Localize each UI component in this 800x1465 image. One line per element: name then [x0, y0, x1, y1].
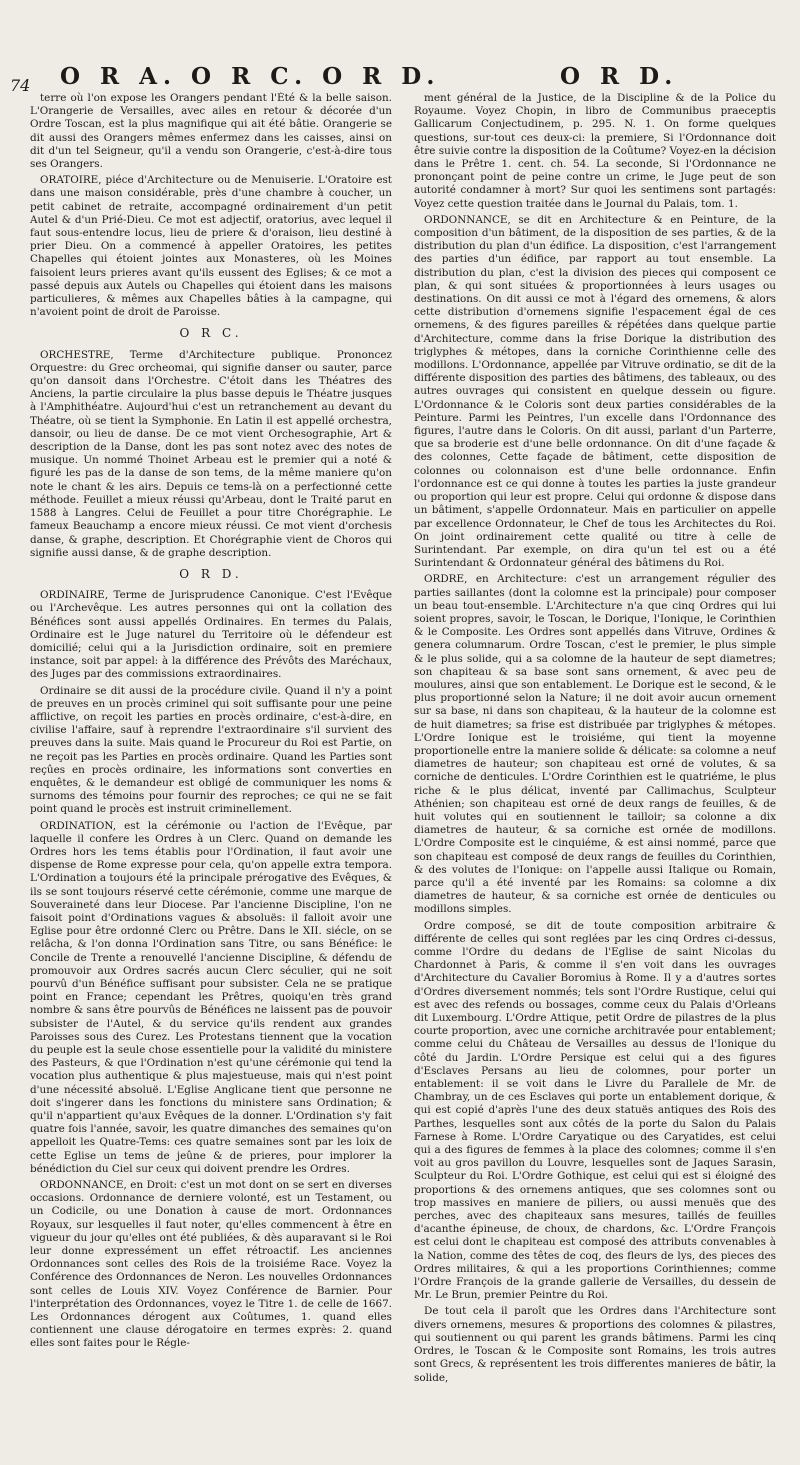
entry-ordination: ORDINATION, est la cérémonie ou l'action de l'Evêque, par laquelle il confere les Ordres à un Clerc. Quand on demande les Ordres hors les tems établis pour l'Ordination, il faut avoir une dispense de Rome expresse pour cela, qu'on appelle extra tempora. L'Ordination a toujours été la principale prérogative des Evêques, & ils se sont toujours réservé cette cérémonie, comme une marque de Souveraineté dans leur Diocese. Par l'ancienne Discipline, l'on ne faisoit point d'Ordinations vagues & absoluës: il falloit avoir une Eglise pour être ordonné Clerc ou Prêtre. Dans le XII. siécle, on se relâcha, & l'on donna l'Ordination sans Titre, ou sans Bénéfice: le Concile de Trente a renouvellé l'ancienne Discipline, & défendu de promouvoir aux Ordres sacrés aucun Clerc séculier, qui ne soit pourvû d'un Bénéfice suffisant pour subsister. Cela ne se pratique point en France; cependant les Prêtres, quoiqu'en très grand nombre & sans être pourvûs de Bénéfices ne laissent pas de pouvoir subsister de l'Autel, & du service qu'ils rendent aux grandes Paroisses sous des Curez. Les Protestans tiennent que la vocation du peuple est la seule chose essentielle pour la validité du ministere des Pasteurs, & que l'Ordination n'est qu'une cérémonie qui tend la vocation plus authentique & plus majestueuse, mais qui n'est point d'une nécessité absoluë. L'Eglise Anglicane tient que personne ne doit s'ingerer dans les fonctions du ministere sans Ordination; & qu'il n'appartient qu'aux Evêques de la donner. L'Ordination s'y fait quatre fois l'année, savoir, les quatre dimanches des semaines qu'on appelloit les Quatre-Tems: ces quatre semaines sont par les loix de cette Eglise un tems de jeûne & de prieres, pour implorer la bénédiction du Ciel sur ceux qui doivent prendre les Ordres. — [30, 819, 392, 1175]
running-head-left: O R A. O R C. O R D. — [60, 63, 441, 90]
entry-ordre-conclusion: De tout cela il paroît que les Ordres dans l'Architecture sont divers ornemens, mesures & proportions des colomnes & pilastres, qui soutiennent ou qui parent les grands bâtimens. Parmi les cinq Ordres, le Toscan & le Composite sont Romains, les trois autres sont Grecs, & représentent les trois differentes manieres de bâtir, la solide, — [414, 1305, 776, 1384]
entry-ordonnance-continuation: ment général de la Justice, de la Discipline & de la Police du Royaume. Voyez Chopin, in libro de Communibus praeceptis Gallicarum Conjectudinem, p. 295. N. 1. On forme quelques questions, sur-tout ces deux-ci: la premiere, Si l'Ordonnance doit être suivie contre la disposition de la Coûtume? Voyez-en la décision dans le Prêtre 1. cent. ch. 54. La seconde, Si l'Ordonnance ne prononçant point de peine contre un crime, le Juge peut de son autorité condamner à mort? Sur quoi les sentimens sont partagés: Voyez cette question traitée dans le Journal du Palais, tom. 1. — [414, 92, 776, 210]
text-columns — [30, 92, 776, 1445]
section-heading-ord: O R D. — [179, 566, 243, 581]
entry-orchestre: ORCHESTRE, Terme d'Architecture publique. Prononcez Orquestre: du Grec orcheomai, qui signifie danser ou sauter, parce qu'on dansoit dans l'Orchestre. C'étoit dans les Théatres des Anciens, la partie circulaire la plus basse depuis le Théatre jusques à l'Amphithéatre. Aujourd'hui c'est un retranchement au devant du Théatre, où se tient la Symphonie. En Latin il est appellé orchestra, dansoir, ou lieu de danse. De ce mot vient Orchesographie, Art & description de la Danse, dont les pas sont notez avec des notes de musique. Un nommé Thoinet Arbeau est le premier qui a noté & figuré les pas de la danse de son tems, de la même maniere qu'on note le chant & les airs. Depuis ce tems-là on a perfectionné cette méthode. Feuillet a mieux réussi qu'Arbeau, dont le Traité parut en 1588 à Langres. Celui de Feuillet a pour titre Chorégraphie. Le fameux Beauchamp a encore mieux réussi. Ce mot vient d'orchesis danse, & graphe, description. Et Chorégraphie vient de Choros qui signifie aussi danse, & de graphe description. — [30, 348, 392, 559]
entry-ordinaire-procedure: Ordinaire se dit aussi de la procédure civile. Quand il n'y a point de preuves en un procès criminel qui soit suffisante pour une peine afflictive, on reçoit les parties en procès ordinaire, c'est-à-dire, en civilise l'affaire, sauf à reprendre l'extraordinaire s'il survient des preuves dans la suite. Mais quand le Procureur du Roi est Partie, on ne reçoit pas les Parties en procès ordinaire. Quand les Parties sont reçûes en procès ordinaire, les informations sont converties en enquêtes, & le demandeur est obligé de communiquer les noms & surnoms des témoins pour fournir des reproches; ce qui ne se fait point quand le procès est instruit criminellement. — [30, 684, 392, 816]
left-column — [30, 92, 392, 1445]
entry-oratoire: ORATOIRE, piéce d'Architecture ou de Menuiserie. L'Oratoire est dans une maison considérable, près d'une chambre à coucher, un petit cabinet de retraite, accompagné ordinairement d'un petit Autel & d'un Prié-Dieu. Ce mot est adjectif, oratorius, avec lequel il faut sous-entendre locus, lieu de priere & d'oraison, lieu destiné à prier Dieu. On a commencé à appeller Oratoires, les petites Chapelles qui étoient jointes aux Monasteres, où les Moines faisoient leurs prieres avant qu'ils eussent des Eglises; & ce mot a passé depuis aux Autels ou Chapelles qui étoient dans les maisons particulieres, & mêmes aux Chapelles bâties à la campagne, qui n'avoient point de droit de Paroisse. — [30, 174, 392, 319]
entry-ordonnance-architecture: ORDONNANCE, se dit en Architecture & en Peinture, de la composition d'un bâtiment, de la disposition de ses parties, & de la distribution du plan d'un édifice. La disposition, c'est l'arrangement des parties d'un édifice, par rapport au tout ensemble. La distribution du plan, c'est la division des pieces qui composent ce plan, & qui sont situées & proportionnées à leurs usages ou destinations. On dit aussi ce mot à l'égard des ornemens, & alors cette distribution d'ornemens signifie l'espacement égal de ces ornemens, & des figures pareilles & répétées dans quelque partie d'Architecture, comme dans la frise Dorique la distribution des triglyphes & métopes, dans la corniche Corinthienne celle des modillons. L'Ordonnance, appellée par Vitruve ordinatio, se dit de la différente disposition des parties des bâtimens, des tableaux, ou des autres ouvrages qui consistent en quelque dessein ou figure. L'Ordonnance & le Coloris sont deux parties considérables de la Peinture. Parmi les Peintres, l'un excelle dans l'Ordonnance des figures, l'autre dans le Coloris. On dit aussi, parlant d'un Parterre, que sa broderie est d'une belle ordonnance. On dit d'une façade & des colonnes, Cette façade de bâtiment, cette disposition de colonnes ou colonnaison est d'une belle ordonnance. Enfin l'ordonnance est ce qui donne à toutes les parties la juste grandeur ou proportion qui leur est propre. Celui qui ordonne & dispose dans un bâtiment, s'appelle Ordonnateur. Mais en particulier on appelle par excellence Ordonnateur, le Chef de tous les Architectes du Roi. On joint ordinairement cette qualité ou titre à celle de Surintendant. Par exemple, on dira qu'un tel est ou a été Surintendant & Ordonnateur général des bâtimens du Roi. — [414, 213, 776, 570]
entry-ordonnance-droit: ORDONNANCE, en Droit: c'est un mot dont on se sert en diverses occasions. Ordonnance de derniere volonté, est un Testament, ou un Codicile, ou une Donation à cause de mort. Ordonnances Royaux, sur lesquelles il faut noter, qu'elles commencent à être en vigueur du jour qu'elles ont été publiées, & dès auparavant si le Roi leur donne expressément un effet rétroactif. Les anciennes Ordonnances sont celles des Rois de la troisiéme Race. Voyez la Conférence des Ordonnances de Neron. Les nouvelles Ordonnances sont celles de Louis XIV. Voyez Conférence de Barnier. Pour l'interprétation des Ordonnances, voyez le Titre 1. de celle de 1667. Les Ordonnances dérogent aux Coûtumes, 1. quand elles contiennent une clause dérogatoire en termes exprès: 2. quand elles sont faites pour le Régle- — [30, 1179, 392, 1350]
entry-ordre-compose: Ordre composé, se dit de toute composition arbitraire & différente de celles qui sont reglées par les cinq Ordres ci-dessus, comme l'Ordre du dedans de l'Eglise de saint Nicolas du Chardonnet à Paris, & comme il s'en voit dans les ouvrages d'Architecture du Cavalier Boromius à Rome. Il y a d'autres sortes d'Ordres diversement nommés; tels sont l'Ordre Rustique, celui qui est avec des refends ou bossages, comme ceux du Palais d'Orleans dit Luxembourg. L'Ordre Attique, petit Ordre de pilastres de la plus courte proportion, avec une corniche architravée pour entablement; comme celui du Château de Versailles au dessus de l'Ionique du côté du Jardin. L'Ordre Persique est celui qui a des figures d'Esclaves Persans au lieu de colomnes, pour porter un entablement: il se voit dans le Livre du Parallele de Mr. de Chambray, un de ces Esclaves qui porte un entablement dorique, & qui est copié d'après l'une des deux statuës antiques des Rois des Parthes, lesquelles sont aux côtés de la porte du Salon du Palais Farnese à Rome. L'Ordre Caryatique ou des Caryatides, est celui qui a des figures de femmes à la place des colomnes; comme il s'en voit au gros pavillon du Louvre, lesquelles sont de Jaques Sarasin, Sculpteur du Roi. L'Ordre Gothique, est celui qui est si éloigné des proportions & des ornemens antiques, que ses colomnes sont ou trop massives en maniere de piliers, ou aussi menuës que des perches, avec des chapiteaux sans mesures, taillés de feuilles d'acanthe épineuse, de choux, de chardons, &c. L'Ordre François est celui dont le chapiteau est composé des attributs convenables à la Nation, comme des têtes de coq, des fleurs de lys, des pieces des Ordres militaires, & qui a les proportions Corinthiennes; comme l'Ordre François de la grande gallerie de Versailles, du dessein de Mr. Le Brun, premier Peintre du Roi. — [414, 919, 776, 1302]
entry-ordre: ORDRE, en Architecture: c'est un arrangement régulier des parties saillantes (dont la colomne est la principale) pour composer un beau tout-ensemble. L'Architecture n'a que cinq Ordres qui lui soient propres, savoir, le Toscan, le Dorique, l'Ionique, le Corinthien & le Composite. Les Ordres sont appellés dans Vitruve, Ordines & genera columnarum. Ordre Toscan, c'est le premier, le plus simple & le plus solide, qui a sa colomne de la hauteur de sept diametres; son chapiteau & sa base sont sans ornement, & avec peu de moulures, ainsi que son entablement. Le Dorique est le second, & le plus proportionné selon la Nature; il ne doit avoir aucun ornement sur sa base, ni dans son chapiteau, & la hauteur de la colomne est de huit diametres; sa frise est distribuée par triglyphes & métopes. L'Ordre Ionique est le troisiéme, qui tient la moyenne proportionelle entre la maniere solide & délicate: sa colomne a neuf diametres de hauteur; son chapiteau est orné de volutes, & sa corniche de denticules. L'Ordre Corinthien est le quatriéme, le plus riche & le plus délicat, inventé par Callimachus, Sculpteur Athénien; son chapiteau est orné de deux rangs de feuilles, & de huit volutes qui en soutiennent le tailloir; sa colonne a dix diametres de hauteur, & sa corniche est ornée de modillons. L'Ordre Composite est le cinquiéme, & est ainsi nommé, parce que son chapiteau est composé de deux rangs de feuilles du Corinthien, & des volutes de l'Ionique: on l'appelle aussi Italique ou Romain, parce qu'il a été inventé par les Romains: sa colomne a dix diametres de hauteur, & sa corniche est ornée de denticules ou modillons simples. — [414, 573, 776, 916]
entry-ordinaire: ORDINAIRE, Terme de Jurisprudence Canonique. C'est l'Evêque ou l'Archevêque. Les autres personnes qui ont la collation des Bénéfices sont aussi appellés Ordinaires. En termes du Palais, Ordinaire est le Juge naturel du Territoire où le défendeur est domicilié; celui qui a la Jurisdiction ordinaire, soit en premiere instance, soit par appel: à la différence des Prévôts des Maréchaux, des Juges par des commissions extraordinaires. — [30, 589, 392, 681]
entry-orangerie-continuation: terre où l'on expose les Orangers pendant l'Été & la belle saison. L'Orangerie de Versailles, avec ailes en retour & décorée d'un Ordre Toscan, est la plus magnifique qui ait été bâtie. Orangerie se dit aussi des Orangers mêmes enfermez dans les caisses, ainsi on dit d'un tel Seigneur, qu'il a vendu son Orangerie, c'est-à-dire tous ses Orangers. — [30, 92, 392, 171]
right-column — [414, 92, 776, 1445]
section-heading-orc: O R C. — [179, 326, 243, 341]
running-head-right: O R D. — [560, 63, 679, 90]
page-number: 74 — [10, 76, 31, 95]
